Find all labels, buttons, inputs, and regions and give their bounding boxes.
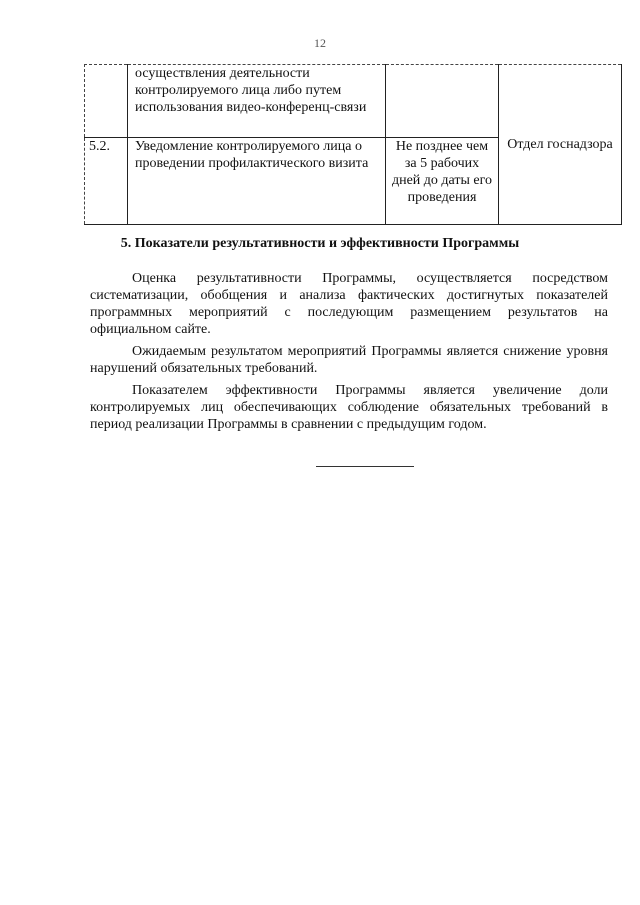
cell-term: Не позднее чем за 5 рабочих дней до даты его проведения xyxy=(386,138,499,225)
page-number: 12 xyxy=(314,36,326,50)
cell-term-empty xyxy=(386,65,499,138)
cell-department: Отдел госнадзора xyxy=(499,65,622,225)
paragraph: Оценка результативности Программы, осуществляется посредством систематизации, обобщения и анализа фактических достигнутых показателей программных мероприятий с последующим размещением результатов на официальном сайте. xyxy=(90,271,608,337)
section-body xyxy=(90,270,608,438)
measures-table xyxy=(84,64,622,225)
paragraph: Ожидаемым результатом мероприятий Программы является снижение уровня нарушений обязательных требований. xyxy=(90,344,608,376)
cell-measure-text: Уведомление контролируемого лица о проведении профилактического визита xyxy=(128,138,386,225)
table-row xyxy=(85,65,622,138)
cell-number-empty xyxy=(85,65,128,138)
cell-continued-text: осуществления деятельности контролируемого лица либо путем использования видео-конференц-связи xyxy=(128,65,386,138)
section-heading: 5. Показатели результативности и эффективности Программы xyxy=(120,236,520,251)
end-divider xyxy=(316,466,414,467)
cell-number: 5.2. xyxy=(85,138,128,225)
paragraph: Показателем эффективности Программы является увеличение доли контролируемых лиц обеспечивающих соблюдение обязательных требований в период реализации Программы в сравнении с предыдущим годом. xyxy=(90,383,608,432)
